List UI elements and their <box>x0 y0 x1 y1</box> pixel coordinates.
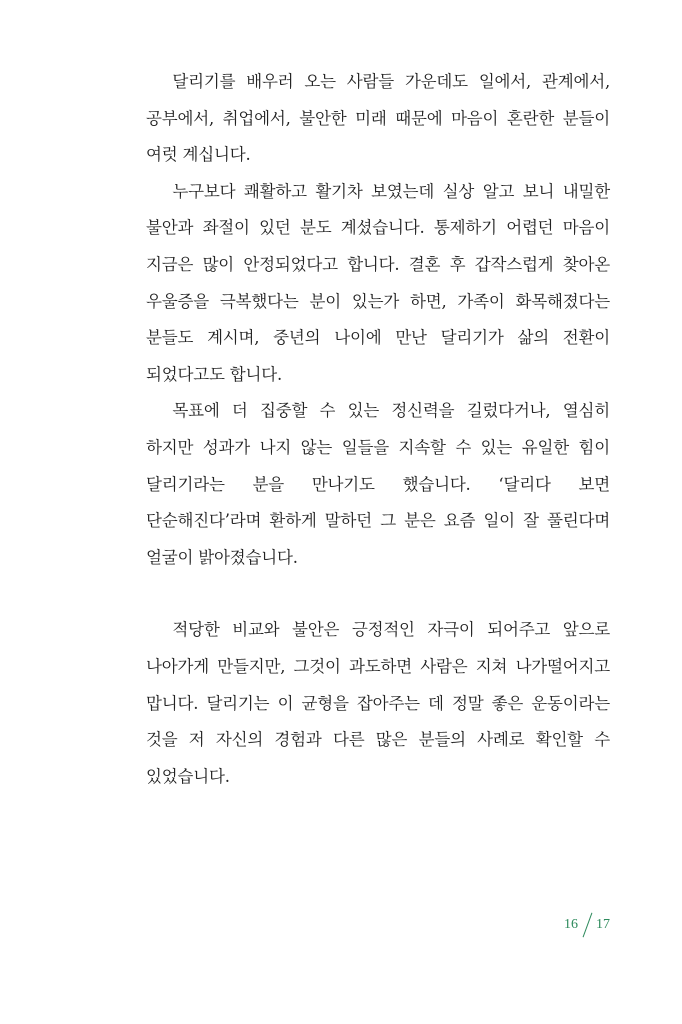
total-page-number: 17 <box>596 917 610 932</box>
paragraph: 목표에 더 집중할 수 있는 정신력을 길렀다거나, 열심히 하지만 성과가 나지 않는 일들을 지속할 수 있는 유일한 힘이 달리기라는 분을 만나기도 했습니다. ‘달리다 보면 단순해진다’라며 환하게 말하던 그 분은 요즘 일이 잘 풀린다며 얼굴이 밝아졌습니다. <box>146 401 610 567</box>
page-separator <box>582 912 592 938</box>
document-body <box>146 64 610 795</box>
section-break <box>146 576 610 612</box>
paragraph: 누구보다 쾌활하고 활기차 보였는데 실상 알고 보니 내밀한 불안과 좌절이 있던 분도 계셨습니다. 통제하기 어렵던 마음이 지금은 많이 안정되었다고 합니다. 결혼 후 갑작스럽게 찾아온 우울증을 극복했다는 분이 있는가 하면, 가족이 화목해졌다는 분들도 계시며, 중년의 나이에 만난 달리기가 삶의 전환이 되었다고도 합니다. <box>146 181 610 384</box>
paragraph: 달리기를 배우러 오는 사람들 가운데도 일에서, 관계에서, 공부에서, 취업에서, 불안한 미래 때문에 마음이 혼란한 분들이 여럿 계십니다. <box>146 72 610 165</box>
paragraph: 적당한 비교와 불안은 긍정적인 자극이 되어주고 앞으로 나아가게 만들지만, 그것이 과도하면 사람은 지쳐 나가떨어지고 맙니다. 달리기는 이 균형을 잡아주는 데 정말 좋은 운동이라는 것을 저 자신의 경험과 다른 많은 분들의 사례로 확인할 수 있었습니다. <box>146 620 610 786</box>
page-number <box>564 912 610 938</box>
current-page-number: 16 <box>564 917 578 932</box>
